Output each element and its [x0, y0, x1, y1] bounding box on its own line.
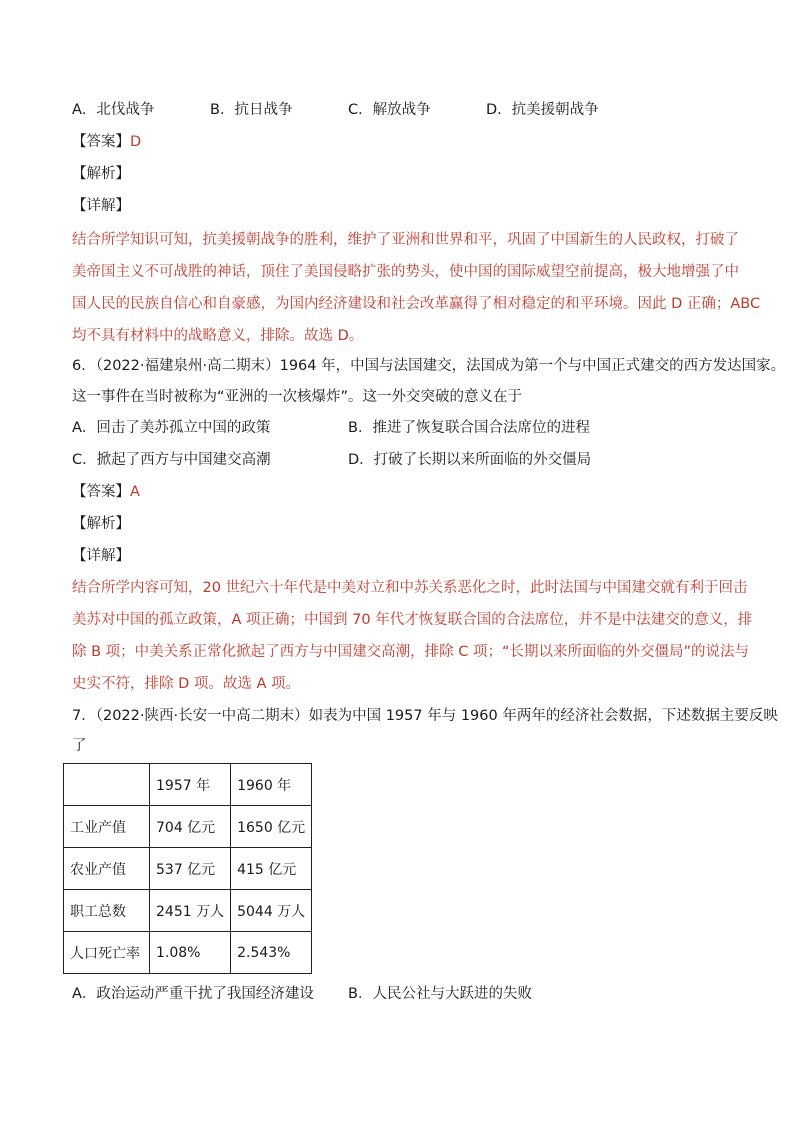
table-cell: 1.08%	[150, 932, 231, 974]
q5-detail-line: 均不具有材料中的战略意义，排除。故选 D。	[72, 328, 364, 344]
table-cell: 职工总数	[64, 890, 150, 932]
q6-detail-line: 美苏对中国的孤立政策，A 项正确；中国到 70 年代才恢复联合国的合法席位，并不是中法建交的意义，排	[72, 612, 753, 628]
q5-detail-line: 国人民的民族自信心和自豪感，为国内经济建设和社会改革赢得了相对稳定的和平环境。因此 D 正确；ABC	[72, 296, 761, 312]
table-cell: 2451 万人	[150, 890, 231, 932]
q5-answer	[72, 132, 141, 152]
table-header-cell	[64, 764, 150, 806]
answer-label: 【答案】	[72, 484, 130, 500]
q7-option-b: B．人民公社与大跃进的失败	[348, 986, 532, 1002]
table-cell: 人口死亡率	[64, 932, 150, 974]
q6-option-d: D．打破了长期以来所面临的外交僵局	[348, 452, 592, 468]
q6-detail-label: 【详解】	[72, 548, 130, 564]
table-cell: 5044 万人	[231, 890, 312, 932]
q6-stem-line: 这一事件在当时被称为“亚洲的一次核爆炸”。这一外交突破的意义在于	[72, 389, 523, 405]
q6-detail-line: 史实不符，排除 D 项。故选 A 项。	[72, 676, 301, 692]
q6-detail-line: 结合所学内容可知，20 世纪六十年代是中美对立和中苏关系恶化之时，此时法国与中国建交就有利于回击	[72, 580, 748, 596]
table-cell: 工业产值	[64, 806, 150, 848]
q6-answer	[72, 482, 140, 502]
table-header-cell: 1960 年	[231, 764, 312, 806]
answer-value: D	[130, 134, 142, 150]
table-row	[64, 848, 312, 890]
table-cell: 704 亿元	[150, 806, 231, 848]
table-cell: 1650 亿元	[231, 806, 312, 848]
q7-stem-line: 7．（2022·陕西·长安一中高二期末）如表为中国 1957 年与 1960 年两年的经济社会数据，下述数据主要反映	[72, 708, 778, 724]
q6-detail-line: 除 B 项；中美关系正常化掀起了西方与中国建交高潮，排除 C 项；“长期以来所面临的外交僵局”的说法与	[72, 644, 750, 660]
q5-detail-label: 【详解】	[72, 198, 130, 214]
q5-analysis-label: 【解析】	[72, 166, 130, 182]
table-cell: 2.543%	[231, 932, 312, 974]
table-cell: 农业产值	[64, 848, 150, 890]
q6-option-b: B．推进了恢复联合国合法席位的进程	[348, 420, 590, 436]
q5-option-c: C．解放战争	[348, 102, 431, 118]
q5-option-a: A．北伐战争	[72, 102, 155, 118]
table-header-cell: 1957 年	[150, 764, 231, 806]
table-cell: 537 亿元	[150, 848, 231, 890]
q5-option-b: B．抗日战争	[210, 102, 293, 118]
table-row	[64, 890, 312, 932]
q5-detail-line: 美帝国主义不可战胜的神话，顶住了美国侵略扩张的势头，使中国的国际威望空前提高，极大地增强了中	[72, 264, 739, 280]
table-cell: 415 亿元	[231, 848, 312, 890]
table-row	[64, 932, 312, 974]
q6-stem-line: 6．（2022·福建泉州·高二期末）1964 年，中国与法国建交，法国成为第一个与中国正式建交的西方发达国家。	[72, 358, 786, 374]
q5-option-d: D．抗美援朝战争	[486, 102, 599, 118]
q7-option-a: A．政治运动严重干扰了我国经济建设	[72, 986, 314, 1002]
q6-analysis-label: 【解析】	[72, 516, 130, 532]
table-header-row	[64, 764, 312, 806]
data-table	[63, 763, 312, 974]
table-row	[64, 806, 312, 848]
q6-option-c: C．掀起了西方与中国建交高潮	[72, 452, 271, 468]
answer-label: 【答案】	[72, 134, 130, 150]
q7-stem-line: 了	[72, 738, 87, 754]
q6-option-a: A．回击了美苏孤立中国的政策	[72, 420, 271, 436]
q5-detail-line: 结合所学知识可知，抗美援朝战争的胜利，维护了亚洲和世界和平，巩固了中国新生的人民政权，打破了	[72, 232, 739, 248]
answer-value: A	[130, 484, 140, 500]
